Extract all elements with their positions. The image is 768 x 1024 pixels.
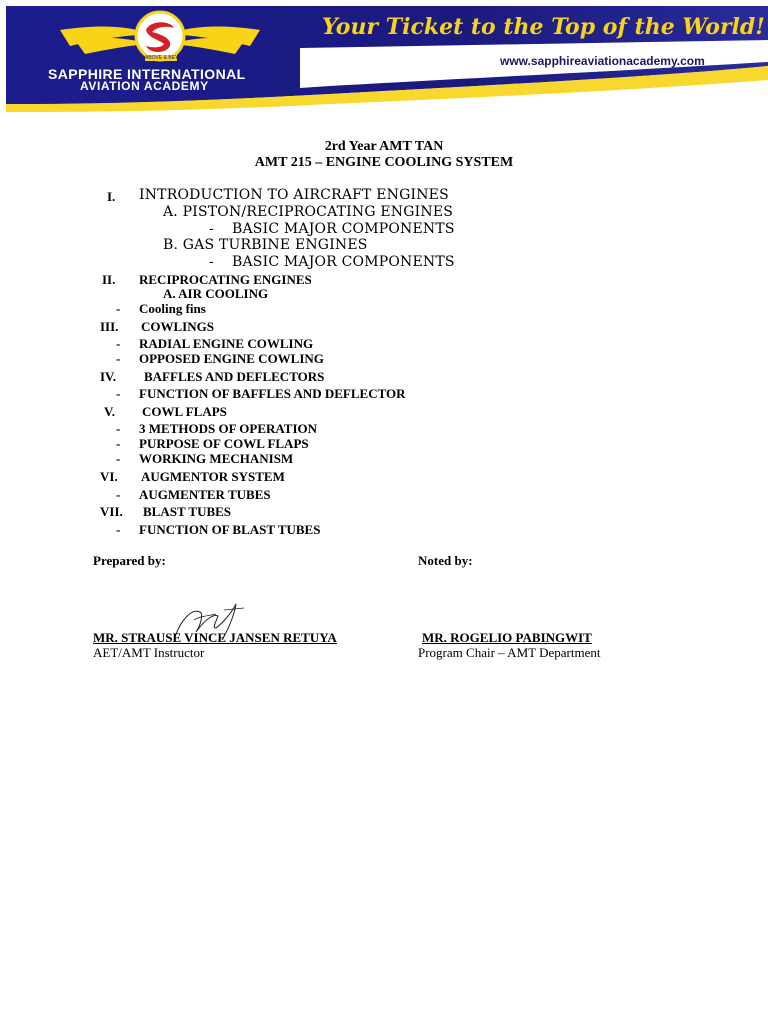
outline-dash: -: [116, 436, 121, 451]
outline-dash: -: [116, 301, 121, 316]
emblem-ribbon: ABOVE & BEYOND: [145, 55, 190, 61]
outline-item-i: INTRODUCTION TO AIRCRAFT ENGINES: [139, 187, 449, 203]
header-banner: [0, 0, 768, 112]
outline-dash: -: [209, 221, 214, 237]
outline-dash: -: [116, 421, 121, 436]
noted-by-label: Noted by:: [418, 553, 473, 568]
outline-item-vi-sub1: AUGMENTER TUBES: [139, 487, 271, 502]
outline-item-i-b-sub: BASIC MAJOR COMPONENTS: [232, 254, 455, 270]
outline-dash: -: [116, 451, 121, 466]
outline-dash: -: [116, 336, 121, 351]
prepared-by-name: MR. STRAUSE VINCE JANSEN RETUYA: [93, 630, 337, 645]
academy-name-line1: SAPPHIRE INTERNATIONAL: [48, 66, 246, 82]
prepared-by-role: AET/AMT Instructor: [93, 645, 205, 660]
outline-item-v-sub2: PURPOSE OF COWL FLAPS: [139, 436, 309, 451]
outline-dash: -: [116, 487, 121, 502]
website-link[interactable]: www.sapphireaviationacademy.com: [500, 54, 705, 68]
outline-num-iii: III.: [100, 319, 119, 334]
outline-item-vii-sub1: FUNCTION OF BLAST TUBES: [139, 522, 321, 537]
academy-name-line2: AVIATION ACADEMY: [80, 79, 209, 93]
outline-item-v: COWL FLAPS: [142, 404, 227, 419]
outline-num-v: V.: [104, 404, 115, 419]
outline-item-v-sub1: 3 METHODS OF OPERATION: [139, 421, 318, 436]
slogan: Your Ticket to the Top of the World!: [322, 14, 765, 40]
outline-item-ii-a: A. AIR COOLING: [163, 286, 269, 301]
outline-item-v-sub3: WORKING MECHANISM: [139, 451, 294, 466]
prepared-by-label: Prepared by:: [93, 553, 166, 568]
document-title-year: 2rd Year AMT TAN: [324, 139, 444, 154]
outline-item-ii-sub: Cooling fins: [139, 301, 206, 316]
document-title-course: AMT 215 – ENGINE COOLING SYSTEM: [254, 155, 514, 170]
outline-num-i: I.: [107, 189, 116, 204]
noted-by-name: MR. ROGELIO PABINGWIT: [422, 630, 592, 645]
outline-dash: -: [116, 522, 121, 537]
outline-num-vii: VII.: [100, 504, 123, 519]
outline-num-ii: II.: [102, 272, 116, 287]
outline-item-iv: BAFFLES AND DEFLECTORS: [144, 369, 325, 384]
outline-item-i-b: B. GAS TURBINE ENGINES: [163, 237, 368, 253]
noted-by-role: Program Chair – AMT Department: [418, 645, 601, 660]
outline-dash: -: [116, 351, 121, 366]
outline-dash: -: [209, 254, 214, 270]
outline-num-vi: VI.: [100, 469, 118, 484]
outline-item-i-a: A. PISTON/RECIPROCATING ENGINES: [163, 204, 454, 220]
outline-item-iii: COWLINGS: [141, 319, 214, 334]
outline-item-vii: BLAST TUBES: [143, 504, 232, 519]
outline-item-ii: RECIPROCATING ENGINES: [139, 272, 312, 287]
outline-num-iv: IV.: [100, 369, 117, 384]
outline-item-i-a-sub: BASIC MAJOR COMPONENTS: [232, 221, 455, 237]
outline-item-iv-sub1: FUNCTION OF BAFFLES AND DEFLECTOR: [139, 386, 406, 401]
outline-dash: -: [116, 386, 121, 401]
outline-item-iii-sub1: RADIAL ENGINE COWLING: [139, 336, 314, 351]
outline-item-iii-sub2: OPPOSED ENGINE COWLING: [139, 351, 324, 366]
outline-item-vi: AUGMENTOR SYSTEM: [141, 469, 285, 484]
